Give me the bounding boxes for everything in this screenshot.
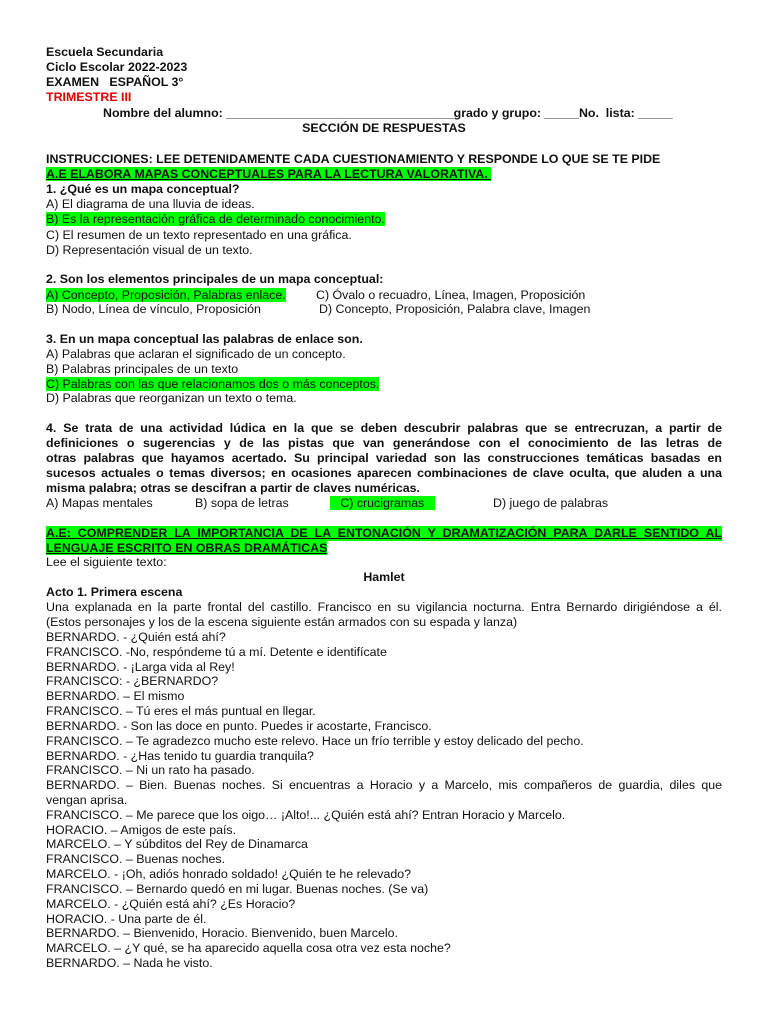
reading-line: BERNARDO. - ¡Larga vida al Rey! bbox=[46, 660, 235, 674]
reading-line: BERNARDO. - ¿Has tenido tu guardia tranquila? bbox=[46, 749, 314, 763]
reading-line: FRANCISCO. – Te agradezco mucho este relevo. Hace un frío terrible y estoy delicado del pecho. bbox=[46, 734, 584, 748]
reading-line: FRANCISCO: - ¿BERNARDO? bbox=[46, 674, 219, 688]
reading-line: FRANCISCO. – Tú eres el más puntual en llegar. bbox=[46, 704, 316, 718]
q3-option-d: D) Palabras que reorganizan un texto o tema. bbox=[46, 391, 297, 405]
reading-line: FRANCISCO. – Buenas noches. bbox=[46, 852, 226, 866]
trimester-label: TRIMESTRE III bbox=[46, 90, 132, 104]
q1-option-b-answer: B) Es la representación gráfica de determinado conocimiento. bbox=[46, 212, 385, 226]
exam-title: EXAMEN ESPAÑOL 3° bbox=[46, 75, 184, 89]
question-4-line: misma palabra; otras se descifran a partir de claves numéricas. bbox=[46, 481, 420, 495]
reading-line: Una explanada en la parte frontal del castillo. Francisco en su vigilancia nocturna. Entra Bernardo dirigiéndose a él. bbox=[46, 600, 722, 614]
reading-line: HORACIO. – Amigos de este país. bbox=[46, 823, 237, 837]
reading-line: FRANCISCO. – Me parece que los oigo… ¡Alto!... ¿Quién está ahí? Entran Horacio y Marcelo. bbox=[46, 808, 566, 822]
stage-direction-1 bbox=[46, 600, 722, 615]
q4-option-b: B) sopa de letras bbox=[195, 496, 289, 510]
reading-line: FRANCISCO. – Bernardo quedó en mi lugar. Buenas noches. (Se va) bbox=[46, 882, 429, 896]
question-4-line: otras palabras que hayamos acertado. Su principal variedad son las construcciones temáticas basadas en bbox=[46, 451, 722, 465]
question-4-line: sucesos actuales o temas diversos; en ocasiones aparecen combinaciones de clave oculta, que aluden a una bbox=[46, 466, 722, 480]
reading-line: MARCELO. - ¡Oh, adiós honrado soldado! ¿Quién te he relevado? bbox=[46, 867, 412, 881]
q2-option-b: B) Nodo, Línea de vínculo, Proposición bbox=[46, 302, 261, 316]
reading-paragraph-bernardo bbox=[46, 778, 722, 808]
reading-line: HORACIO. - Una parte de él. bbox=[46, 912, 207, 926]
learning-outcome-2-line-1: A.E: COMPRENDER LA IMPORTANCIA DE LA ENTONACIÓN Y DRAMATIZACIÓN PARA DARLE SENTIDO AL bbox=[46, 526, 722, 540]
reading-line: vengan aprisa. bbox=[46, 793, 128, 807]
q2-option-a-answer: A) Concepto, Proposición, Palabras enlace. bbox=[46, 288, 286, 302]
q4-option-c bbox=[330, 496, 435, 511]
instructions: INSTRUCCIONES: LEE DETENIDAMENTE CADA CUESTIONAMIENTO Y RESPONDE LO QUE SE TE PIDE bbox=[46, 152, 661, 166]
learning-outcome-2 bbox=[46, 526, 722, 556]
student-info-line: Nombre del alumno: _________________________________grado y grupo: _____No. lista: _____ bbox=[103, 106, 673, 120]
q2-option-c: C) Óvalo o recuadro, Línea, Imagen, Proposición bbox=[316, 288, 586, 302]
q3-option-c-answer: C) Palabras con las que relacionamos dos o más conceptos. bbox=[46, 377, 380, 391]
question-2: 2. Son los elementos principales de un mapa conceptual: bbox=[46, 272, 384, 286]
q2-option-d: D) Concepto, Proposición, Palabra clave, Imagen bbox=[319, 302, 591, 316]
learning-outcome-1-text: A.E ELABORA MAPAS CONCEPTUALES PARA LA LECTURA VALORATIVA. bbox=[46, 167, 492, 181]
reading-line: BERNARDO. – Bien. Buenas noches. Si encuentras a Horacio y a Marcelo, mis compañeros de guardia, diles que bbox=[46, 778, 722, 792]
reading-line: BERNARDO. – El mismo bbox=[46, 689, 185, 703]
reading-line: BERNARDO. - Son las doce en punto. Puedes ir acostarte, Francisco. bbox=[46, 719, 432, 733]
q1-option-c: C) El resumen de un texto representado en una gráfica. bbox=[46, 228, 352, 242]
reading-line: (Estos personajes y los de la escena siguiente están armados con su espada y lanza) bbox=[46, 615, 518, 629]
reading-title: Hamlet bbox=[363, 570, 405, 584]
q1-option-b bbox=[46, 212, 385, 227]
question-4-line: 4. Se trata de una actividad lúdica en la que se deben descubrir palabras que se entrecruzan, a partir de bbox=[46, 421, 722, 435]
learning-outcome-2-line-2 bbox=[46, 541, 722, 556]
q1-option-d: D) Representación visual de un texto. bbox=[46, 243, 253, 257]
reading-line: BERNARDO. – Nada he visto. bbox=[46, 956, 213, 970]
reading-intro: Lee el siguiente texto: bbox=[46, 555, 167, 569]
question-1: 1. ¿Qué es un mapa conceptual? bbox=[46, 182, 240, 196]
q1-option-a: A) El diagrama de una lluvia de ideas. bbox=[46, 197, 255, 211]
question-4 bbox=[46, 421, 722, 496]
reading-line: BERNARDO. – Bienvenido, Horacio. Bienvenido, buen Marcelo. bbox=[46, 926, 398, 940]
reading-line: MARCELO. – Y súbditos del Rey de Dinamarca bbox=[46, 837, 308, 851]
school-name: Escuela Secundaria bbox=[46, 45, 164, 59]
reading-line: FRANCISCO. – Ni un rato ha pasado. bbox=[46, 763, 255, 777]
q4-option-d: D) juego de palabras bbox=[493, 496, 609, 510]
question-3: 3. En un mapa conceptual las palabras de enlace son. bbox=[46, 332, 363, 346]
q2-option-a bbox=[46, 288, 286, 303]
q3-option-b: B) Palabras principales de un texto bbox=[46, 362, 239, 376]
q3-option-c bbox=[46, 377, 379, 392]
question-4-line: definiciones o sugerencias y de las pistas que van generándose con el conocimiento de las letras de bbox=[46, 436, 722, 450]
q3-option-a: A) Palabras que aclaran el significado de un concepto. bbox=[46, 347, 346, 361]
reading-line: MARCELO. - ¿Quién está ahí? ¿Es Horacio? bbox=[46, 897, 296, 911]
reading-line: BERNARDO. - ¿Quién está ahí? bbox=[46, 630, 226, 644]
q4-option-a: A) Mapas mentales bbox=[46, 496, 153, 510]
reading-line: FRANCISCO. -No, respóndeme tú a mí. Detente e identifícate bbox=[46, 645, 387, 659]
section-title: SECCIÓN DE RESPUESTAS bbox=[302, 121, 466, 135]
act-heading: Acto 1. Primera escena bbox=[46, 585, 183, 599]
learning-outcome-1 bbox=[46, 167, 491, 182]
learning-outcome-2-line-2-text: LENGUAJE ESCRITO EN OBRAS DRAMÁTICAS bbox=[46, 541, 328, 555]
q4-option-c-answer: C) crucigramas bbox=[330, 496, 435, 510]
school-cycle: Ciclo Escolar 2022-2023 bbox=[46, 60, 188, 74]
reading-line: MARCELO. – ¿Y qué, se ha aparecido aquella cosa otra vez esta noche? bbox=[46, 941, 451, 955]
